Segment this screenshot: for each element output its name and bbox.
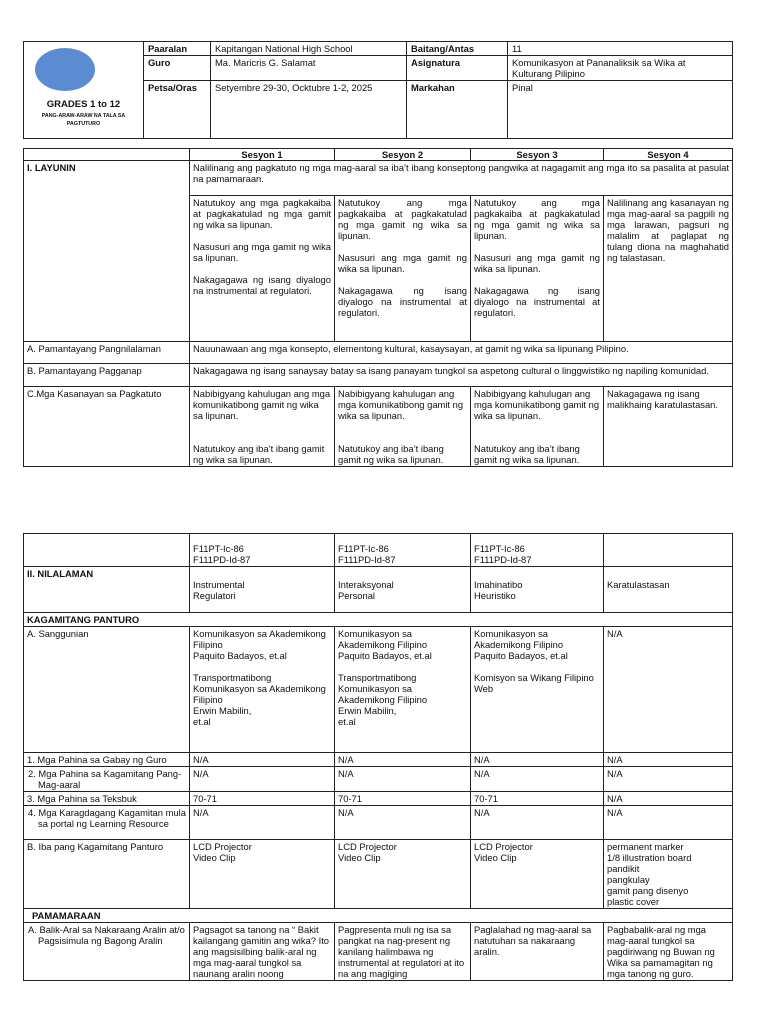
resource-label: 1. Mga Pahina sa Gabay ng Guro <box>24 753 190 767</box>
nilalaman-s3: Imahinatibo Heuristiko <box>471 567 604 613</box>
balik-aral-s3: Paglalahad ng mag-aaral sa natutuhan sa nakaraang aralin. <box>471 923 604 981</box>
resource-s4: N/A <box>604 792 733 806</box>
resource-s3: N/A <box>471 806 604 840</box>
paaralan-label: Paaralan <box>144 42 211 56</box>
nilalaman-label: II. NILALAMAN <box>24 567 190 613</box>
iba-pa-s1: LCD Projector Video Clip <box>190 840 335 909</box>
pagganap-text: Nakagagawa ng isang sanaysay batay sa isang panayam tungkol sa aspetong cultural o linggwistiko ng napiling komunidad. <box>190 364 733 387</box>
session-2-header: Sesyon 2 <box>335 149 471 161</box>
markahan-label: Markahan <box>407 81 508 139</box>
balik-aral-s1: Pagsagot sa tanong na “ Bakit kailangang gamitin ang wika? Ito ang magsisilbing balik-aral ng mga mag-aaral tungkol sa naunang aralin noong <box>190 923 335 981</box>
blank-header-cell <box>24 149 190 161</box>
kasanayan-s3: Nabibigyang kahulugan ang mga komunikatibong gamit ng wika sa lipunan. Natutukoy ang iba’t ibang gamit ng wika sa lipunan. <box>471 387 604 467</box>
nilalaman-s4: Karatulastasan <box>604 567 733 613</box>
resource-s4: N/A <box>604 753 733 767</box>
session-1-header: Sesyon 1 <box>190 149 335 161</box>
codes-s1: F11PT-Ic-86 F111PD-Id-87 <box>190 534 335 567</box>
codes-s2: F11PT-Ic-86 F111PD-Id-87 <box>335 534 471 567</box>
layunin-s4: Nalilinang ang kasanayan ng mga mag-aaral sa pagpili ng mga larawan, pagsuri ng malalim at paglapat ng tulang diona na maghahatid ng talastasan. <box>604 196 733 342</box>
school-logo-cell <box>24 42 144 139</box>
nilalaman-table <box>23 533 733 981</box>
asignatura-value: Komunikasyon at Pananaliksik sa Wika at Kulturang Pilipino <box>508 56 733 81</box>
resource-s1: 70-71 <box>190 792 335 806</box>
iba-pa-s4: permanent marker 1/8 illustration board pandikit pangkulay gamit pang disenyo plastic cover <box>604 840 733 909</box>
layunin-label: I. LAYUNIN <box>24 161 190 342</box>
guro-value: Ma. Maricris G. Salamat <box>211 56 407 81</box>
guro-label: Guro <box>144 56 211 81</box>
sanggunian-s1: Komunikasyon sa Akademikong Filipino Paquito Badayos, et.al Transportmatibong Komunikasyon sa Akademikong Filipino Erwin Mabilin, et.al <box>190 627 335 753</box>
grades-subtitle: PANG-ARAW-ARAW NA TALA SA PAGTUTURO <box>41 113 126 127</box>
layunin-intro: Nalilinang ang pagkatuto ng mga mag-aaral sa iba’t ibang konseptong pangwika at nagagamit ang mga ito sa pasalita at pasulat na pamamaraan. <box>190 161 733 196</box>
sanggunian-label: A. Sanggunian <box>24 627 190 753</box>
nilalaman-s1: Instrumental Regulatori <box>190 567 335 613</box>
balik-aral-s4: Pagbabalik-aral ng mga mag-aaral tungkol sa pagdiriwang ng Buwan ng Wika sa pamamagitan ng mga tanong ng guro. <box>604 923 733 981</box>
sanggunian-s4: N/A <box>604 627 733 753</box>
resource-s4: N/A <box>604 767 733 792</box>
resource-s3: N/A <box>471 767 604 792</box>
iba-pa-s2: LCD Projector Video Clip <box>335 840 471 909</box>
layunin-s1: Natutukoy ang mga pagkakaiba at pagkakatulad ng mga gamit ng wika sa lipunan. Nasusuri ang mga gamit ng wika sa lipunan. Nakagagawa ng isang diyalogo na instrumental at regulatori. <box>190 196 335 342</box>
asignatura-label: Asignatura <box>407 56 508 81</box>
layunin-s3: Natutukoy ang mga pagkakaiba at pagkakatulad ng mga gamit ng wika sa lipunan. Nasusuri ang mga gamit ng wika sa lipunan. Nakagagawa ng isang diyalogo na instrumental at regulatori. <box>471 196 604 342</box>
resource-label: 3. Mga Pahina sa Teksbuk <box>24 792 190 806</box>
baitang-label: Baitang/Antas <box>407 42 508 56</box>
codes-s3: F11PT-Ic-86 F111PD-Id-87 <box>471 534 604 567</box>
resource-s3: N/A <box>471 753 604 767</box>
codes-s4 <box>604 534 733 567</box>
resource-s1: N/A <box>190 767 335 792</box>
resource-s2: N/A <box>335 753 471 767</box>
kasanayan-s4: Nakagagawa ng isang malikhaing karatulastasan. <box>604 387 733 467</box>
pangnilalaman-text: Nauunawaan ang mga konsepto, elementong kultural, kasaysayan, at gamit ng wika sa lipunang Pilipino. <box>190 342 733 364</box>
resource-label: 2. Mga Pahina sa Kagamitang Pang-Mag-aaral <box>24 767 190 792</box>
resource-s4: N/A <box>604 806 733 840</box>
paaralan-value: Kapitangan National High School <box>211 42 407 56</box>
school-logo <box>35 48 95 91</box>
resource-s1: N/A <box>190 753 335 767</box>
resource-s2: N/A <box>335 806 471 840</box>
layunin-table <box>23 148 733 467</box>
nilalaman-s2: Interaksyonal Personal <box>335 567 471 613</box>
sanggunian-s2: Komunikasyon sa Akademikong Filipino Paquito Badayos, et.al Transportmatibong Komunikasyon sa Akademikong Filipino Erwin Mabilin, et.al <box>335 627 471 753</box>
balik-aral-s2: Pagpresenta muli ng isa sa pangkat na nag-present ng kanilang halimbawa ng instrumental at regulatori at ito na ang magiging <box>335 923 471 981</box>
resource-label: 4. Mga Karagdagang Kagamitan mula sa portal ng Learning Resource <box>24 806 190 840</box>
iba-pa-s3: LCD Projector Video Clip <box>471 840 604 909</box>
pangnilalaman-label: A. Pamantayang Pangnilalaman <box>24 342 190 364</box>
kagamitan-heading: KAGAMITANG PANTURO <box>24 613 733 627</box>
session-4-header: Sesyon 4 <box>604 149 733 161</box>
layunin-s2: Natutukoy ang mga pagkakaiba at pagkakatulad ng mga gamit ng wika sa lipunan. Nasusuri ang mga gamit ng wika sa lipunan. Nakagagawa ng isang diyalogo na instrumental at regulatori. <box>335 196 471 342</box>
kasanayan-label: C.Mga Kasanayan sa Pagkatuto <box>24 387 190 467</box>
resource-s2: N/A <box>335 767 471 792</box>
iba-pa-label: B. Iba pang Kagamitang Panturo <box>24 840 190 909</box>
resource-s2: 70-71 <box>335 792 471 806</box>
kasanayan-s1: Nabibigyang kahulugan ang mga komunikatibong gamit ng wika sa lipunan. Natutukoy ang iba’t ibang gamit ng wika sa lipunan. <box>190 387 335 467</box>
kasanayan-s2: Nabibigyang kahulugan ang mga komunikatibong gamit ng wika sa lipunan. Natutukoy ang iba’t ibang gamit ng wika sa lipunan. <box>335 387 471 467</box>
petsa-label: Petsa/Oras <box>144 81 211 139</box>
petsa-value: Setyembre 29-30, Ocktubre 1-2, 2025 <box>211 81 407 139</box>
header-table <box>23 41 733 139</box>
baitang-value: 11 <box>508 42 733 56</box>
balik-aral-label: A. Balik-Aral sa Nakaraang Aralin at/o Pagsisimula ng Bagong Aralin <box>24 923 190 981</box>
resource-s3: 70-71 <box>471 792 604 806</box>
markahan-value: Pinal <box>508 81 733 139</box>
grades-title: GRADES 1 to 12 <box>46 99 121 110</box>
codes-blank-cell <box>24 534 190 567</box>
pagganap-label: B. Pamantayang Pagganap <box>24 364 190 387</box>
sanggunian-s3: Komunikasyon sa Akademikong Filipino Paquito Badayos, et.al Komisyon sa Wikang Filipino Web <box>471 627 604 753</box>
session-3-header: Sesyon 3 <box>471 149 604 161</box>
pamamaraan-heading: PAMAMARAAN <box>24 909 733 923</box>
resource-s1: N/A <box>190 806 335 840</box>
